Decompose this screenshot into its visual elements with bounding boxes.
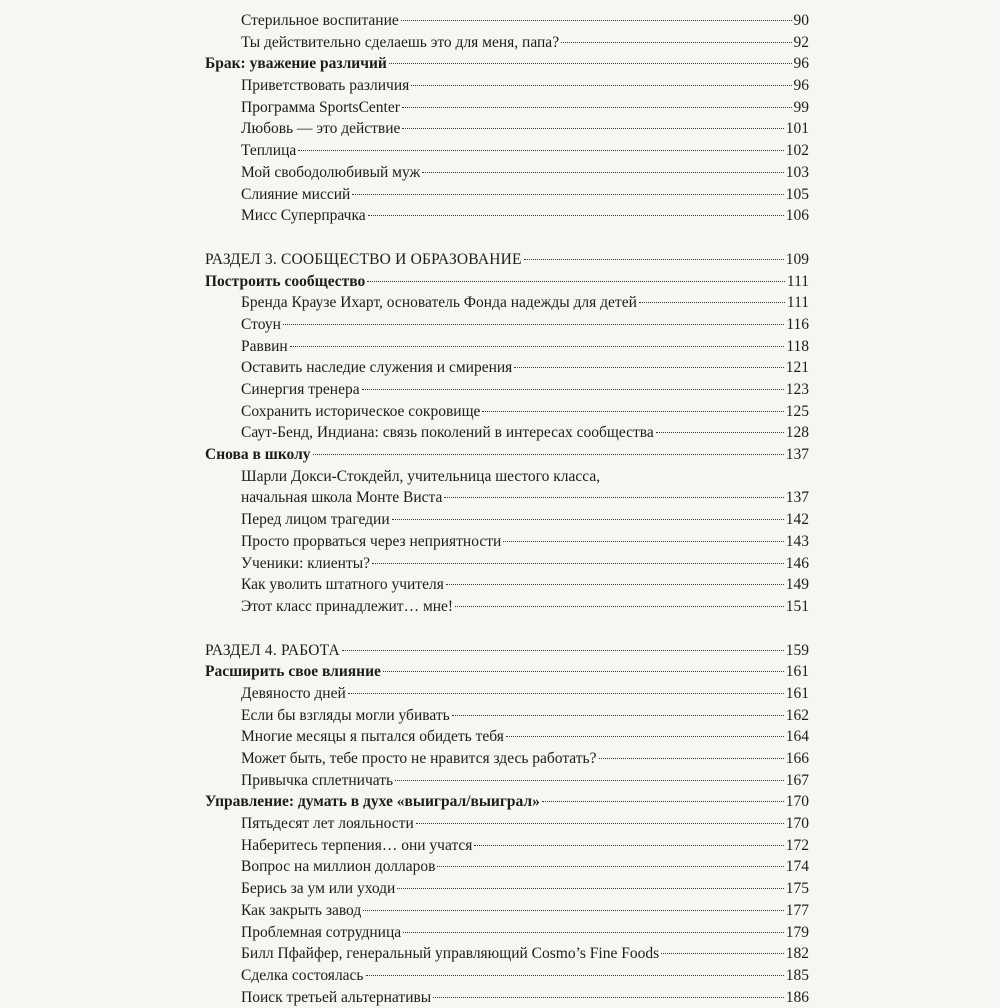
leader-dots: [561, 41, 791, 43]
section-4-heading[interactable]: [205, 640, 809, 662]
toc-entry[interactable]: [205, 379, 809, 401]
leader-dots: [506, 735, 784, 737]
page-number: 101: [785, 120, 809, 138]
leader-dots: [542, 800, 784, 802]
leader-dots: [348, 692, 784, 694]
leader-dots: [352, 193, 783, 195]
leader-dots: [402, 106, 792, 108]
leader-dots: [290, 345, 785, 347]
entry-title: Пятьдесят лет лояльности: [241, 815, 414, 833]
page-number: 159: [785, 641, 809, 659]
section-3-heading[interactable]: [205, 249, 809, 271]
page-number: 121: [785, 359, 809, 377]
leader-dots: [437, 865, 783, 867]
page-number: 92: [793, 33, 809, 51]
toc-entry[interactable]: [205, 401, 809, 423]
entry-title: Любовь — это действие: [241, 120, 401, 138]
entry-title: Билл Пфайфер, генеральный управляющий Cosmo’s Fine Foods: [241, 945, 660, 963]
leader-dots: [363, 909, 784, 911]
page-number: 111: [786, 294, 809, 312]
entry-title: Проблемная сотрудница: [241, 923, 402, 941]
entry-title: Оставить наследие служения и смирения: [241, 359, 513, 377]
entry-title: Мой свободолюбивый муж: [241, 163, 421, 181]
page-number: 170: [785, 815, 809, 833]
page-number: 175: [785, 880, 809, 898]
page-number: 116: [786, 315, 809, 333]
page-number: 128: [785, 424, 809, 442]
entry-title: Может быть, тебе просто не нравится здесь работать?: [241, 750, 597, 767]
toc-entry[interactable]: [205, 856, 809, 878]
toc-chapter-entry[interactable]: [205, 661, 809, 683]
section-title: РАЗДЕЛ 3. СООБЩЕСТВО И ОБРАЗОВАНИЕ: [205, 250, 522, 268]
section-title: РАЗДЕЛ 4. РАБОТА: [205, 641, 340, 659]
entry-title: Вопрос на миллион долларов: [241, 858, 436, 876]
leader-dots: [503, 540, 783, 542]
leader-dots: [389, 62, 792, 64]
toc-entry[interactable]: [205, 205, 809, 227]
entry-title: Синергия тренера: [241, 381, 360, 398]
toc-chapter-entry[interactable]: [205, 271, 809, 293]
page-number: 146: [785, 554, 809, 572]
toc-entry[interactable]: [205, 140, 809, 162]
toc-entry-first-line[interactable]: Шарли Докси-Стокдейл, учительница шестого класса,: [241, 467, 601, 485]
leader-dots: [422, 171, 784, 173]
toc-entry[interactable]: [205, 184, 809, 206]
entry-title: Построить сообщество: [205, 272, 366, 290]
entry-title: Раввин: [241, 337, 288, 355]
toc-entry[interactable]: [205, 900, 809, 922]
leader-dots: [661, 952, 784, 954]
page-number: 143: [785, 532, 809, 550]
page-number: 164: [785, 728, 809, 746]
entry-title: Ученики: клиенты?: [241, 554, 371, 572]
toc-chapter-entry[interactable]: [205, 444, 809, 466]
leader-dots: [656, 431, 784, 433]
leader-dots: [372, 562, 784, 564]
entry-title: Теплица: [241, 142, 297, 160]
leader-dots: [411, 84, 791, 86]
page-number: 102: [785, 142, 809, 160]
page-number: 161: [785, 663, 809, 681]
entry-title: Привычка сплетничать: [241, 771, 394, 789]
page-number: 103: [785, 163, 809, 181]
entry-title: Приветствовать различия: [241, 77, 410, 95]
toc-page: [205, 10, 809, 1008]
toc-entry[interactable]: [205, 336, 809, 358]
toc-block-school: [205, 487, 809, 617]
toc-entry[interactable]: [205, 726, 809, 748]
section-gap: [205, 618, 809, 640]
toc-entry[interactable]: [205, 292, 809, 314]
page-number: 162: [785, 706, 809, 724]
leader-dots: [368, 214, 784, 216]
entry-title: Берись за ум или уходи: [241, 880, 396, 898]
toc-entry[interactable]: [205, 878, 809, 900]
page-number: 179: [785, 923, 809, 941]
page-number: 137: [785, 489, 809, 507]
leader-dots: [342, 649, 784, 651]
leader-dots: [455, 605, 784, 607]
toc-entry[interactable]: [205, 118, 809, 140]
page-number: 96: [793, 55, 809, 73]
toc-entry[interactable]: [205, 553, 809, 575]
page-number: 99: [793, 98, 809, 116]
toc-entry[interactable]: [205, 574, 809, 596]
leader-dots: [362, 388, 784, 390]
entry-title: Как закрыть завод: [241, 901, 362, 919]
page-number: 109: [785, 250, 809, 268]
page-number: 177: [785, 901, 809, 919]
leader-dots: [599, 757, 784, 759]
toc-entry[interactable]: [205, 487, 809, 509]
leader-dots: [446, 583, 784, 585]
entry-title: Слияние миссий: [241, 185, 351, 203]
leader-dots: [283, 323, 784, 325]
entry-title: Просто прорваться через неприятности: [241, 532, 502, 550]
page-number: 170: [785, 793, 809, 811]
toc-entry[interactable]: [205, 32, 809, 54]
entry-title: Брак: уважение различий: [205, 55, 387, 73]
toc-entry[interactable]: [205, 943, 809, 965]
leader-dots: [433, 996, 784, 998]
toc-entry[interactable]: [205, 75, 809, 97]
entry-title: Стоун: [241, 315, 281, 333]
entry-title: Наберитесь терпения… они учатся: [241, 836, 473, 854]
page-number: 161: [785, 684, 809, 702]
toc-entry[interactable]: [205, 813, 809, 835]
page-number: 106: [785, 207, 809, 225]
page-number: 105: [785, 185, 809, 203]
toc-entry[interactable]: [205, 357, 809, 379]
entry-title: Мисс Суперпрачка: [241, 207, 366, 225]
entry-title: Сделка состоялась: [241, 966, 364, 984]
entry-title: Этот класс принадлежит… мне!: [241, 597, 454, 615]
entry-title: Многие месяцы я пытался обидеть тебя: [241, 728, 504, 746]
toc-entry[interactable]: [205, 922, 809, 944]
leader-dots: [366, 974, 784, 976]
entry-title: Снова в школу: [205, 446, 311, 464]
toc-block-work: [205, 661, 809, 1008]
page-number: 90: [793, 12, 809, 29]
leader-dots: [402, 127, 783, 129]
page-number: 174: [785, 858, 809, 876]
entry-title: Сохранить историческое сокровище: [241, 402, 481, 420]
toc-entry[interactable]: [205, 162, 809, 184]
entry-title: Саут-Бенд, Индиана: связь поколений в интересах сообщества: [241, 424, 654, 442]
page-number: 172: [785, 836, 809, 854]
leader-dots: [524, 258, 784, 260]
toc-entry[interactable]: [205, 748, 809, 770]
toc-entry[interactable]: [205, 683, 809, 705]
entry-title: Расширить свое влияние: [205, 663, 381, 681]
leader-dots: [367, 280, 785, 282]
toc-entry[interactable]: [205, 10, 809, 32]
leader-dots: [416, 822, 784, 824]
page-number: 167: [785, 771, 809, 789]
entry-title: Девяносто дней: [241, 684, 346, 702]
leader-dots: [397, 887, 783, 889]
toc-entry[interactable]: [205, 97, 809, 119]
page-number: 111: [786, 272, 809, 290]
toc-chapter-entry[interactable]: [205, 791, 809, 813]
toc-entry[interactable]: [205, 509, 809, 531]
leader-dots: [298, 149, 783, 151]
entry-title: Бренда Краузе Ихарт, основатель Фонда надежды для детей: [241, 294, 637, 312]
page-number: 186: [785, 988, 809, 1006]
leader-dots: [401, 19, 792, 21]
leader-dots: [514, 366, 783, 368]
toc-entry[interactable]: [205, 422, 809, 444]
leader-dots: [452, 714, 784, 716]
toc-entry[interactable]: [205, 705, 809, 727]
entry-title: Управление: думать в духе «выиграл/выиграл»: [205, 793, 540, 811]
page-number: 151: [785, 597, 809, 615]
page-number: 118: [786, 337, 809, 355]
leader-dots: [474, 844, 783, 846]
leader-dots: [482, 410, 783, 412]
leader-dots: [403, 931, 784, 933]
toc-block-family: [205, 10, 809, 227]
toc-chapter-entry[interactable]: [205, 53, 809, 75]
toc-entry[interactable]: [205, 531, 809, 553]
entry-title: Если бы взгляды могли убивать: [241, 706, 450, 724]
page-number: 123: [785, 381, 809, 398]
page-number: 149: [785, 576, 809, 594]
entry-title: начальная школа Монте Виста: [241, 489, 443, 507]
leader-dots: [383, 670, 784, 672]
page-number: 142: [785, 511, 809, 529]
page-number: 182: [785, 945, 809, 963]
page-number: 125: [785, 402, 809, 420]
section-gap: [205, 227, 809, 249]
leader-dots: [444, 496, 783, 498]
page-number: 185: [785, 966, 809, 984]
toc-entry[interactable]: [205, 596, 809, 618]
entry-title: Поиск третьей альтернативы: [241, 988, 432, 1006]
toc-entry[interactable]: [205, 770, 809, 792]
toc-entry[interactable]: [205, 965, 809, 987]
leader-dots: [392, 518, 784, 520]
entry-title: Ты действительно сделаешь это для меня, папа?: [241, 33, 560, 51]
toc-entry[interactable]: [205, 987, 809, 1008]
entry-title: Перед лицом трагедии: [241, 511, 390, 529]
toc-block-community: [205, 271, 809, 466]
page-number: 166: [785, 750, 809, 767]
leader-dots: [313, 453, 784, 455]
entry-title: Стерильное воспитание: [241, 12, 399, 29]
page-number: 137: [785, 446, 809, 464]
leader-dots: [639, 301, 785, 303]
page-number: 96: [793, 77, 809, 95]
toc-entry[interactable]: [205, 314, 809, 336]
toc-entry[interactable]: [205, 835, 809, 857]
entry-title: Как уволить штатного учителя: [241, 576, 444, 594]
leader-dots: [395, 779, 784, 781]
entry-title: Программа SportsCenter: [241, 98, 400, 116]
